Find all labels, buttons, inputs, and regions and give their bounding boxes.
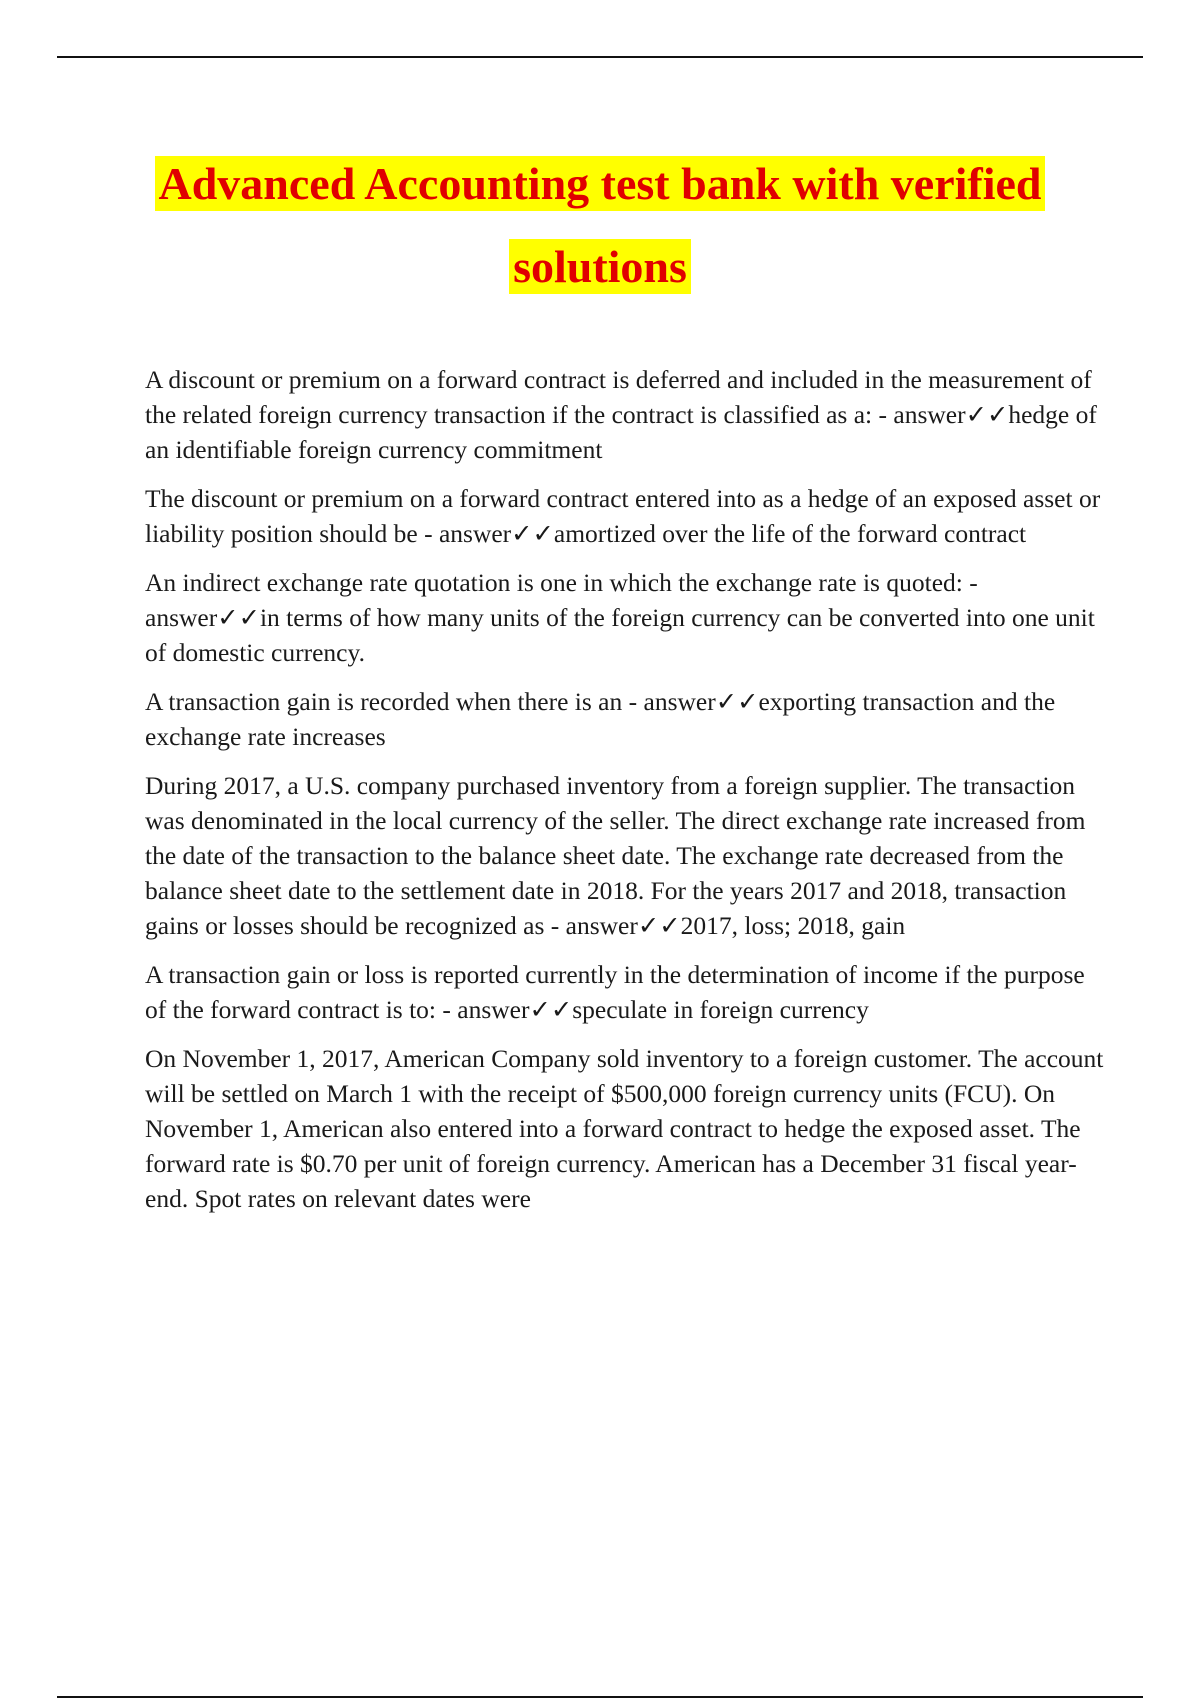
document-title	[100, 142, 1100, 308]
top-rule	[57, 56, 1143, 58]
answer-text: 2017, loss; 2018, gain	[680, 911, 906, 940]
answer-text: amortized over the life of the forward contract	[553, 519, 1027, 548]
question-text: During 2017, a U.S. company purchased inventory from a foreign supplier. The transaction was denominated in the local currency of the seller. The direct exchange rate increased from the date of the transaction to the balance sheet date. The exchange rate decreased from the balance sheet date to the settlement date in 2018. For the years 2017 and 2018, transaction gains or losses should be recognized as - answer	[145, 771, 1086, 940]
qa-item	[145, 768, 1105, 943]
bottom-rule	[57, 1696, 1143, 1698]
qa-item	[145, 684, 1105, 754]
title-line-1: Advanced Accounting test bank with verified	[155, 156, 1046, 211]
qa-item	[145, 481, 1105, 551]
answer-text: in terms of how many units of the foreign currency can be converted into one unit of domestic currency.	[145, 603, 1095, 667]
title-line-2: solutions	[509, 239, 691, 294]
qa-item	[145, 957, 1105, 1027]
qa-item	[145, 362, 1105, 467]
question-text: An indirect exchange rate quotation is one in which the exchange rate is quoted: - answer	[145, 568, 978, 632]
checkmark-icon: ✓✓	[217, 603, 260, 632]
question-text: A discount or premium on a forward contract is deferred and included in the measurement of the related foreign currency transaction if the contract is classified as a: - answer	[145, 365, 1092, 429]
answer-text: speculate in foreign currency	[572, 995, 869, 1024]
document-body	[145, 362, 1105, 1230]
checkmark-icon: ✓✓	[715, 687, 759, 716]
checkmark-icon: ✓✓	[511, 519, 554, 548]
question-text: The discount or premium on a forward contract entered into as a hedge of an exposed asset or liability position should be - answer	[145, 484, 1101, 548]
question-text: On November 1, 2017, American Company sold inventory to a foreign customer. The account will be settled on March 1 with the receipt of $500,000 foreign currency units (FCU). On November 1, American also entered into a forward contract to hedge the exposed asset. The forward rate is $0.70 per unit of foreign currency. American has a December 31 fiscal year-end. Spot rates on relevant dates were	[145, 1044, 1104, 1213]
checkmark-icon: ✓✓	[529, 995, 573, 1024]
answer-text: hedge of an identifiable foreign currency commitment	[145, 400, 1097, 464]
qa-item	[145, 565, 1105, 670]
question-text: A transaction gain or loss is reported currently in the determination of income if the purpose of the forward contract is to: - answer	[145, 960, 1085, 1024]
question-text: A transaction gain is recorded when there is an - answer	[145, 687, 716, 716]
checkmark-icon: ✓✓	[637, 911, 681, 940]
checkmark-icon: ✓✓	[965, 400, 1009, 429]
answer-text: exporting transaction and the exchange rate increases	[145, 687, 1056, 751]
qa-item	[145, 1041, 1105, 1216]
